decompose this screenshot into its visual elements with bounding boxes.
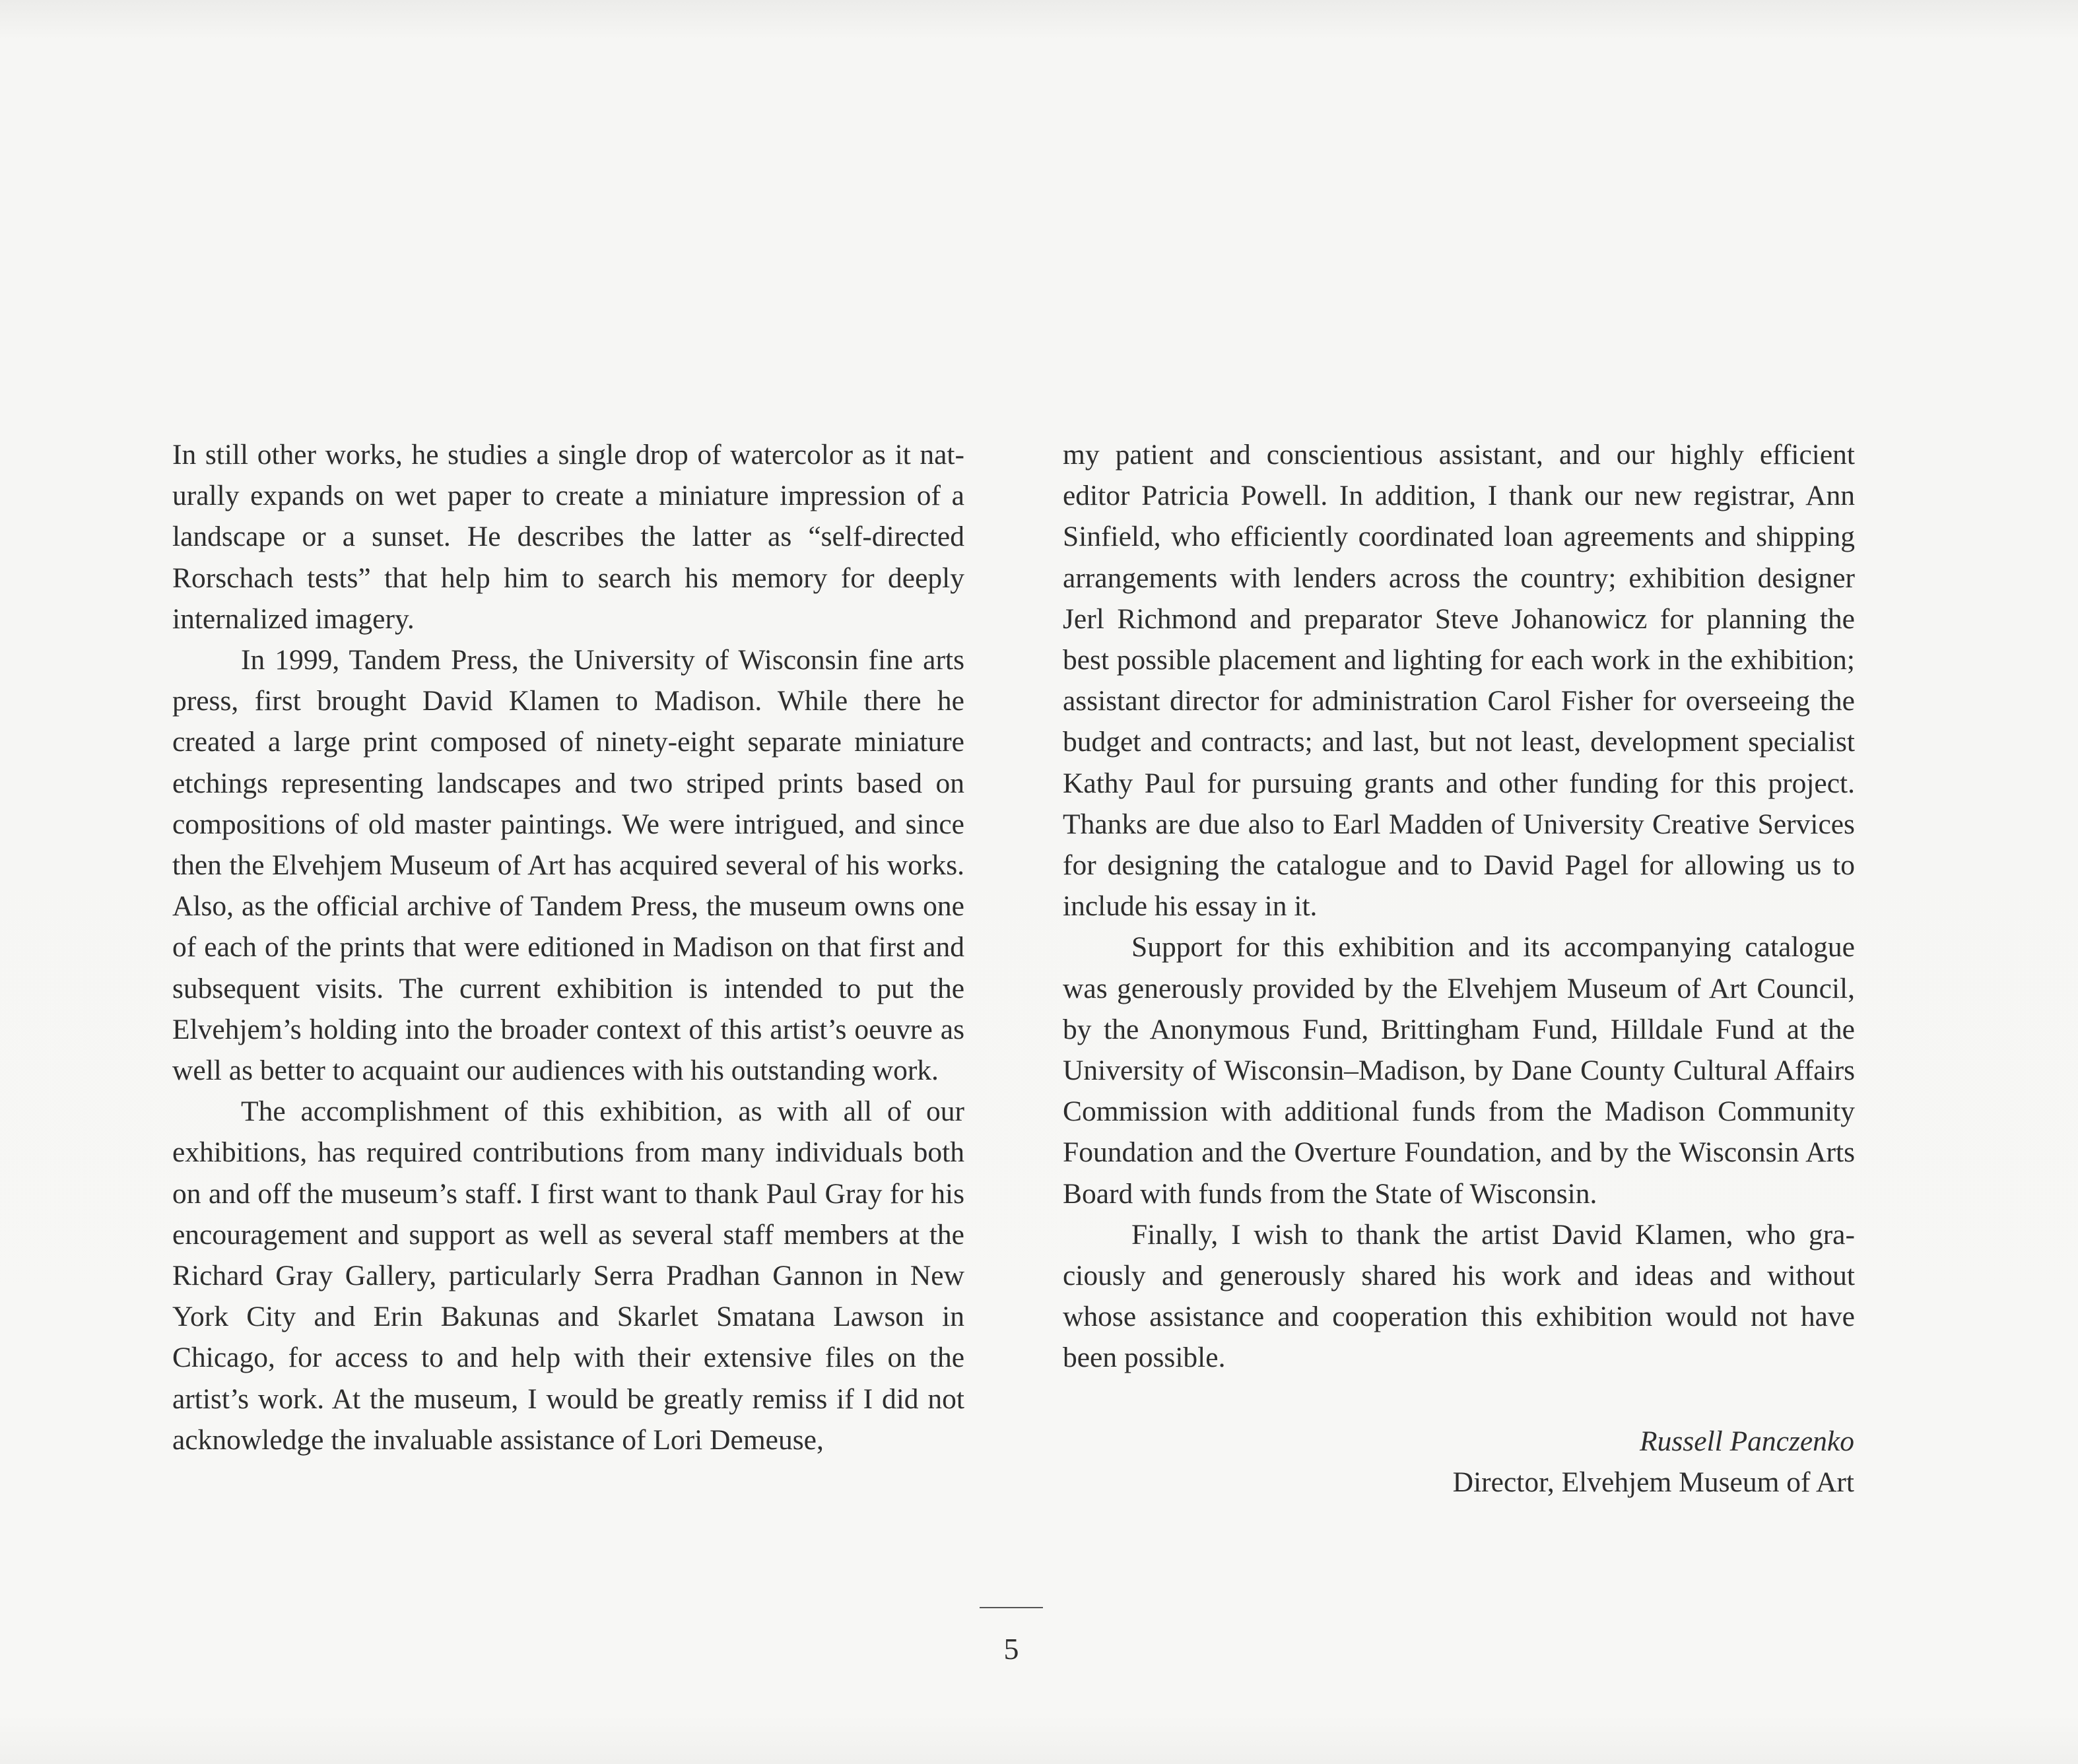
signature-block (1453, 1421, 1854, 1503)
signature-title: Director, Elvehjem Museum of Art (1452, 1466, 1854, 1498)
paragraph-artist-thanks: Finally, I wish to thank the artist David Klamen, who graciously and generously shared his work and ideas and without whose assistance and cooperation this exhibition would not have been possible. (1063, 1218, 1855, 1374)
paragraph-tandem-press: In 1999, Tandem Press, the University of Wisconsin fine arts press, first brought David Klamen to Madison. While there he created a large print composed of ninety-eight separate miniature etchings representing landscapes and two striped prints based on compositions of old master paintings. We were intrigued, and since then the Elvehjem Museum of Art has acquired several of his works. Also, as the official archive of Tandem Press, the museum owns one of each of the prints that were editioned in Madison on that first and subsequent visits. The current exhibition is intended to put the Elvehjem’s holding into the broader context of this artist’s oeuvre as well as better to acquaint our audiences with his outstanding work. (172, 644, 964, 1087)
signature-name: Russell Panczenko (1640, 1425, 1854, 1457)
page-number-rule (980, 1607, 1043, 1608)
paragraph-support: Support for this exhibition and its accompanying catalogue was generously provided by the Elvehjem Museum of Art Council, by the Anonymous Fund, Brittingham Fund, Hilldale Fund at the University of Wisconsin–Madison, by Dane County Cultural Affairs Commission with additional funds from the Madison Community Foundation and the Overture Foundation, and by the Wisconsin Arts Board with funds from the State of Wisconsin. (1063, 931, 1855, 1210)
right-column (1063, 434, 1855, 1379)
paragraph-watercolor: In still other works, he studies a single drop of watercolor as it naturally expands on wet paper to create a miniature impression of a landscape or a sunset. He describes the latter as “self-directed Rorschach tests” that help him to search his memory for deeply internalized imagery. (172, 439, 964, 635)
left-column (172, 434, 964, 1460)
paragraph-staff-thanks: my patient and conscientious assistant, and our highly efficient editor Patricia Powell. In addition, I thank our new registrar, Ann Sinfield, who efficiently coordinated loan agreements and shipping arrangements with lenders across the country; exhibition designer Jerl Richmond and preparator Steve Johanowicz for planning the best possible placement and lighting for each work in the exhibition; assistant director for administration Carol Fisher for overseeing the budget and contracts; and last, but not least, development specialist Kathy Paul for pursuing grants and other funding for this project. Thanks are due also to Earl Madden of University Creative Services for designing the catalogue and to David Pagel for allowing us to include his essay in it. (1063, 439, 1855, 923)
paragraph-acknowledgments: The accomplishment of this exhibition, as with all of our exhibitions, has required contributions from many individuals both on and off the museum’s staff. I first want to thank Paul Gray for his encouragement and support as well as several staff members at the Richard Gray Gallery, particularly Serra Pradhan Gannon in New York City and Erin Bakunas and Skarlet Smatana Lawson in Chicago, for access to and help with their extensive files on the artist’s work. At the museum, I would be greatly remiss if I did not acknowledge the invaluable assistance of Lori Demeuse, (172, 1095, 964, 1456)
page-number: 5 (1003, 1632, 1019, 1666)
